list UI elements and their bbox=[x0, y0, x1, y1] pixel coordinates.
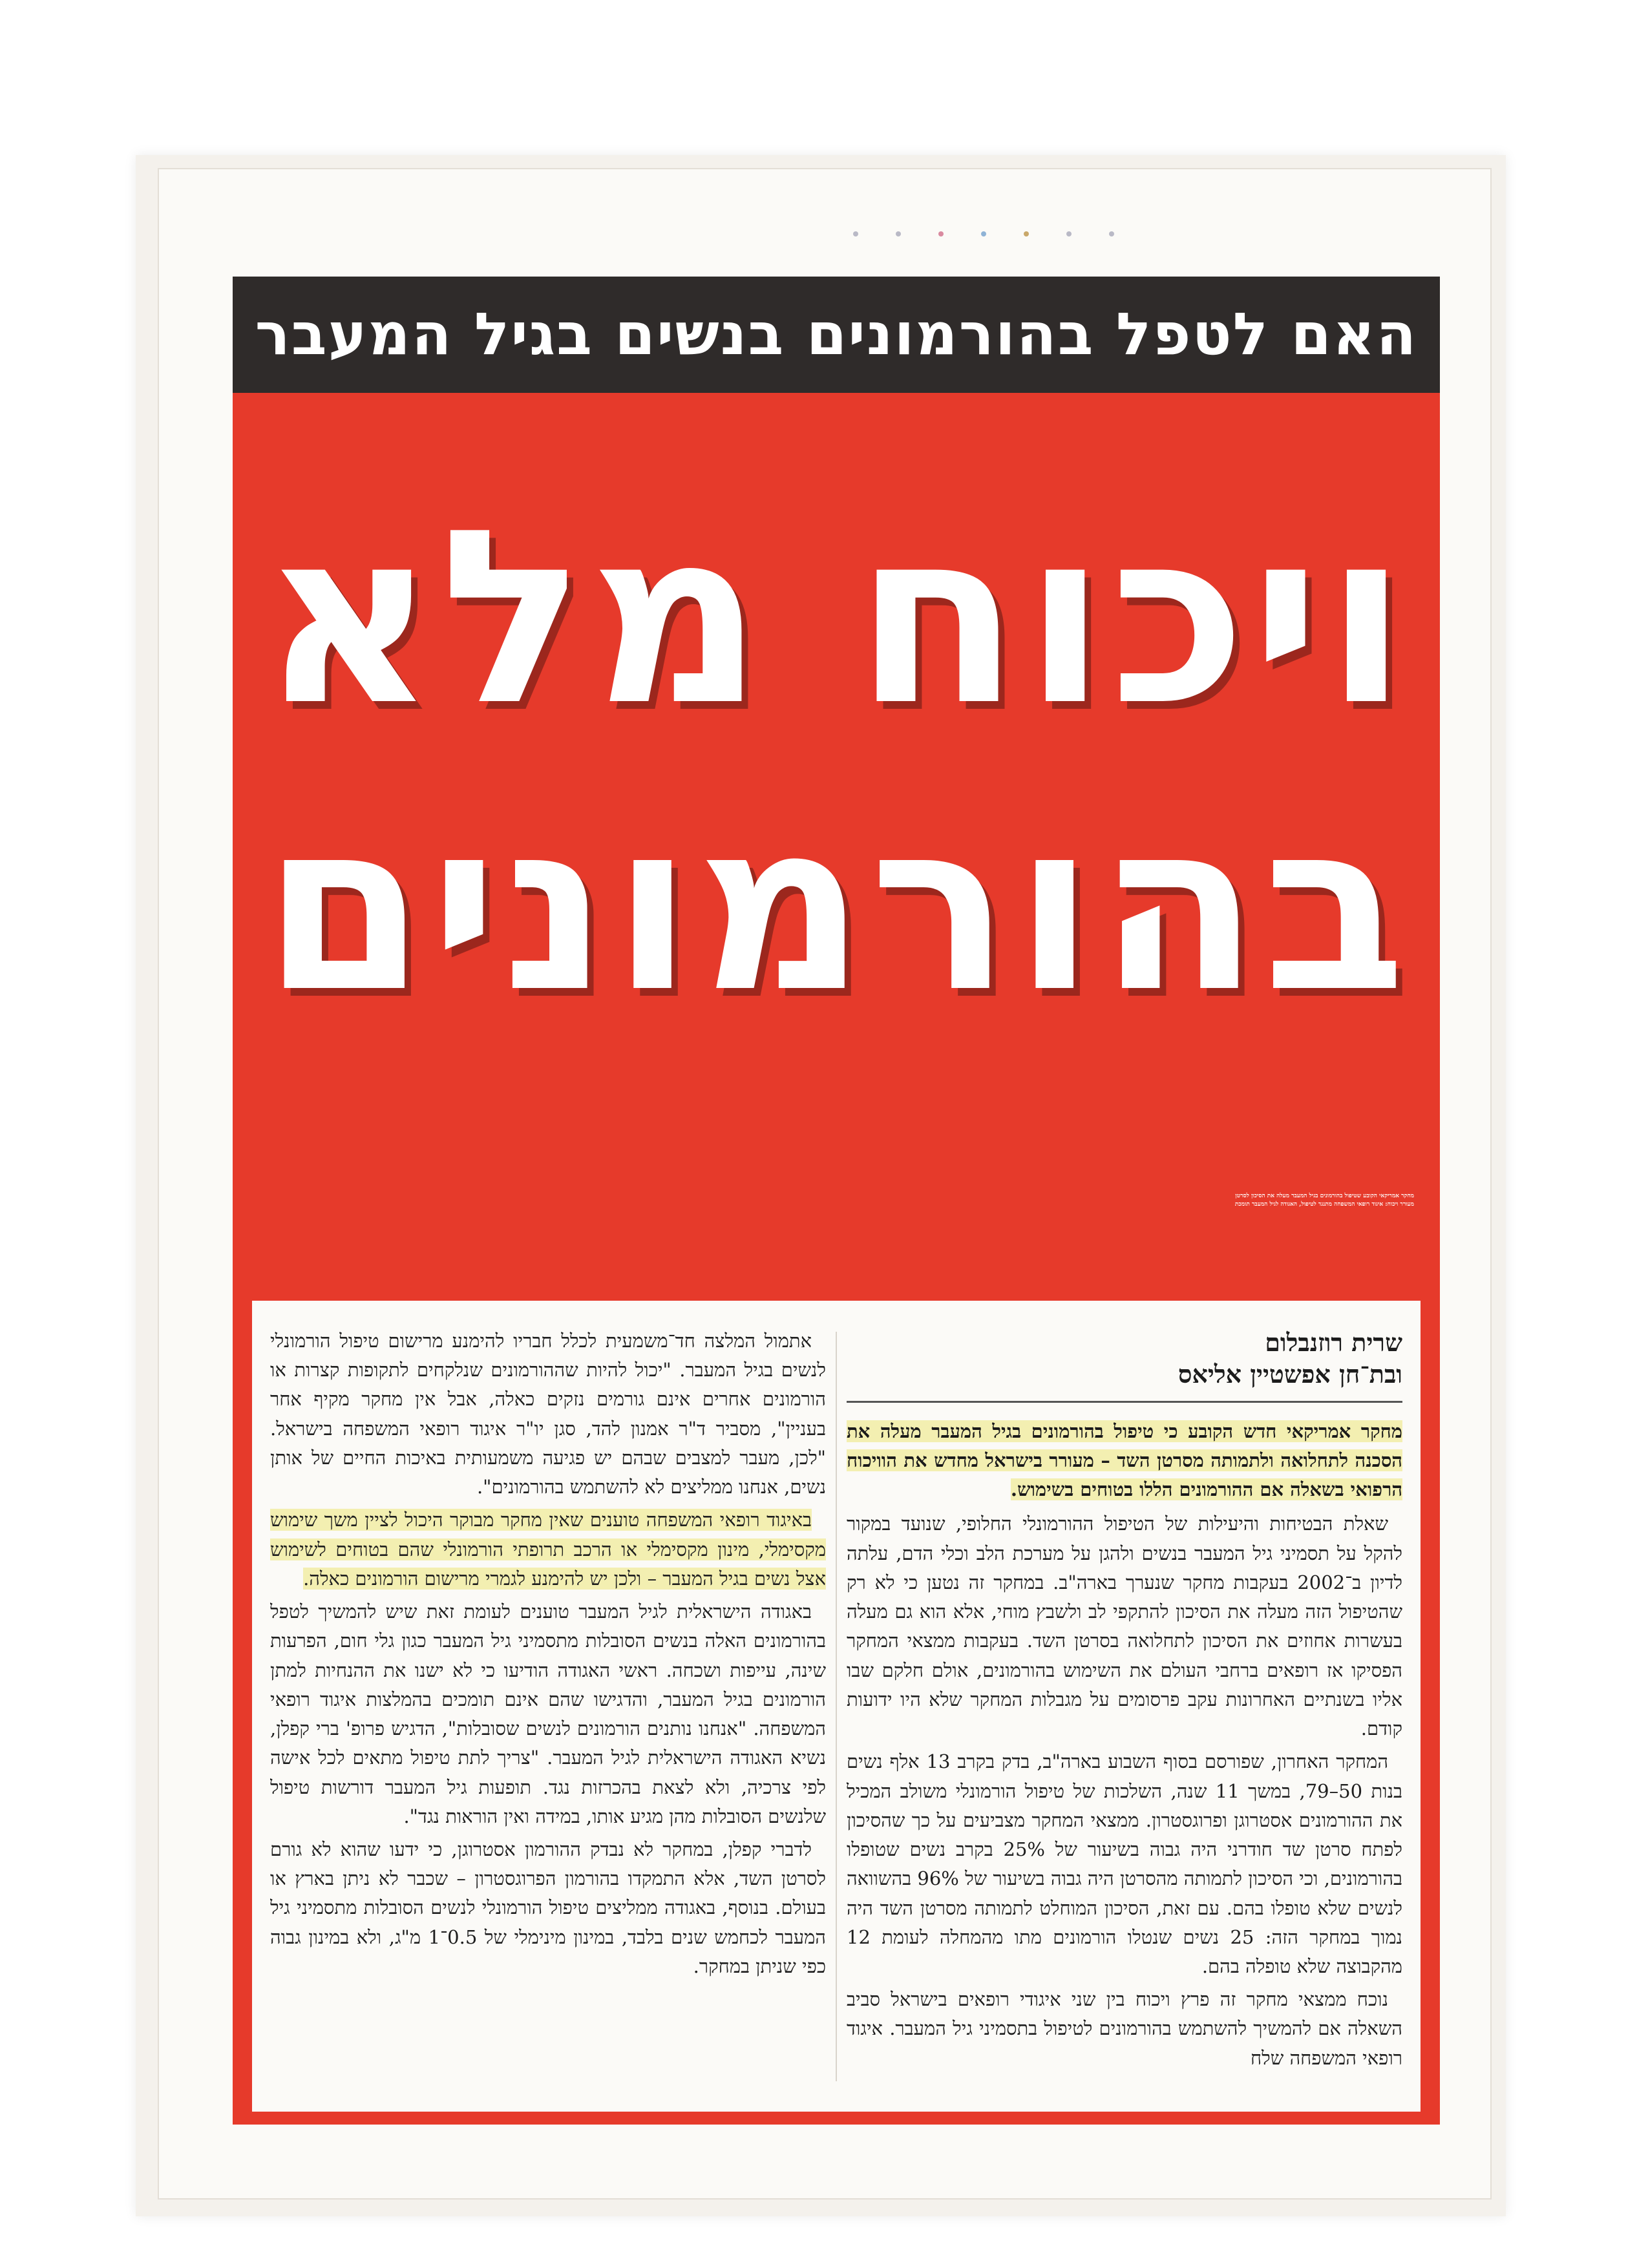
paragraph: לדברי קפלן, במחקר לא נבדק ההורמון אסטרוגן, כי ידעו שהוא לא גורם לסרטן השד, אלא התמקדו בהורמון הפרוגסטרון – שכבר לא ניתן בארץ או בעולם. בנוסף, באגודה ממליצים טיפול הורמונלי לנשים הסובלות מתסמיני גיל המעבר לכחמש שנים בלבד, במינון מינימלי של 0.5־1 מ"ג, ולא במינון גבוה כפי שניתן במחקר. bbox=[270, 1838, 826, 1977]
headline bbox=[252, 406, 1421, 1117]
print-registration-dots bbox=[853, 227, 1125, 240]
right-column bbox=[847, 1327, 1402, 2089]
paragraph: המחקר האחרון, שפורסם בסוף השבוע בארה"ב, בדק בקרב 13 אלף נשים בנות 50–79, במשך 11 שנה, השלכות של טיפול הורמונלי משולב המכיל את ההורמונים אסטרוגן ופרוגסטרון. ממצאי המחקר מצביעים על כך שהסיכון לפתח סרטן שד חודרני היה גבוה בשיעור של 25% בקרב נשים שטופלו בהורמונים, וכי הסיכון לתמותה מהסרטן היה גבוה בשיעור של 96% בהשוואה לנשים שלא טופלו בהם. עם זאת, הסיכון המוחלט לתמותה מסרטן השד היה נמוך במחקר הזה: 25 נשים שנטלו הורמונים מתו מהמחלה לעומת 12 מהקבוצה שלא טופלה בהם. bbox=[847, 1750, 1402, 1977]
paragraph bbox=[270, 1506, 826, 1593]
subheadline bbox=[259, 1123, 1414, 1278]
subheadline-line-1: מחקר אמריקאי הקובע שטיפול בהורמונים בגיל המעבר מעלה את הסיכון לסרטן bbox=[1235, 1192, 1414, 1199]
paragraph: אתמול המלצה חד־משמעית לכלל חבריו להימנע מרישום טיפול הורמונלי לנשים בגיל המעבר. "יכול להיות שההורמונים שנלקחים לתקופות קצרות או הורמונים אחרים אינם גורמים נזקים כאלה, אבל אין מחקר מקיף אחר בעניין", מסביר ד"ר אמנון להד, סגן יו"ר איגוד רופאי המשפחה בישראל. "לכן, מעבר למצבים שבהם יש פגיעה משמעותית באיכות החיים של אותן נשים, אנחנו ממליצים לא להשתמש בהורמונים". bbox=[270, 1330, 826, 1498]
paragraph: באגודה הישראלית לגיל המעבר טוענים לעומת זאת שיש להמשיך לטפל בהורמונים האלה בנשים הסובלות מתסמיני גיל המעבר כגון גלי חום, הפרעות שינה, עייפות ושכחה. ראשי האגודה הודיעו כי לא ישנו את ההנחיות למתן הורמונים בגיל המעבר, והדגישו שהם אינם תומכים בהמלצות איגוד רופאי המשפחה. "אנחנו נותנים הורמונים לנשים שסובלות", הדגיש פרופ' ברי קפלן, נשיא האגודה הישראלית לגיל המעבר. "צריך לתת טיפול מתאים לכל אישה לפי צרכיה, ולא לצאת בהכרזות נגד. תופעות גיל המעבר דורשות טיפול שלנשים הסובלות מהן מגיע אותו, במידה ואין הוראות נגד". bbox=[270, 1601, 826, 1827]
paragraph: נוכח ממצאי מחקר זה פרץ ויכוח בין שני איגודי רופאים בישראל סביב השאלה אם להמשיך להשתמש בהורמונים לטיפול בתסמיני גיל המעבר. איגוד רופאי המשפחה שלח bbox=[847, 1988, 1402, 2069]
column-divider bbox=[836, 1332, 837, 2081]
article-body bbox=[252, 1301, 1421, 2112]
byline-rule bbox=[847, 1401, 1402, 1403]
subheadline-line-2: מעורר ויכוח: איגוד רופאי המשפחה מתנגד לטיפול, האגודה לגיל המעבר תומכת bbox=[1234, 1201, 1414, 1208]
article bbox=[233, 277, 1440, 2125]
highlighted-lead: מחקר אמריקאי חדש הקובע כי טיפול בהורמונים בגיל המעבר מעלה את הסכנה לתחלואה ולתמותה מסרטן השד – מעורר בישראל מחדש את הוויכוח הרפואי בשאלה אם ההורמונים הללו בטוחים בשימוש. bbox=[847, 1420, 1402, 1501]
byline-line-2: ובת־חן אפשטיין אליאס bbox=[1178, 1360, 1402, 1389]
left-column bbox=[270, 1327, 826, 2089]
headline-line-1: ויכוח מלא bbox=[261, 478, 1411, 759]
kicker-text: האם לטפל בהורמונים בנשים בגיל המעבר bbox=[255, 300, 1418, 368]
lead-paragraph bbox=[847, 1417, 1402, 1505]
kicker-bar bbox=[233, 277, 1440, 393]
headline-line-2: בהורמונים bbox=[262, 772, 1410, 1044]
highlighted-paragraph: באיגוד רופאי המשפחה טוענים שאין מחקר מבוקר היכול לציין משך שימוש מקסימלי, מינון מקסימלי או הרכב תרופתי הורמונלי שהם בטוחים לשימוש אצל נשים בגיל המעבר – ולכן יש להימנע לגמרי מרישום הורמונים כאלה. bbox=[270, 1509, 826, 1590]
byline-line-1: שרית רוזנבלום bbox=[1265, 1328, 1402, 1357]
paragraph: שאלת הבטיחות והיעילות של הטיפול ההורמונלי החלופי, שנועד במקור להקל על תסמיני גיל המעבר בנשים ולהגן על מערכת הלב וכלי הדם, עלתה לדיון ב־2002 בעקבות מחקר שנערך בארה"ב. במחקר זה נטען כי לא רק שהטיפול הזה מעלה את הסיכון להתקפי לב ולשבץ מוחי, אלא הוא גם מעלה בעשרות אחוזים את הסיכון לתחלואה בסרטן השד. בעקבות ממצאי המחקר הפסיקו אז רופאים ברחבי העולם את השימוש בהורמונים, אולם חלקם שבו אליו בשנתיים האחרונות עקב פרסומים על מגבלות המחקר שלא היו ידועות קודם. bbox=[847, 1513, 1402, 1740]
